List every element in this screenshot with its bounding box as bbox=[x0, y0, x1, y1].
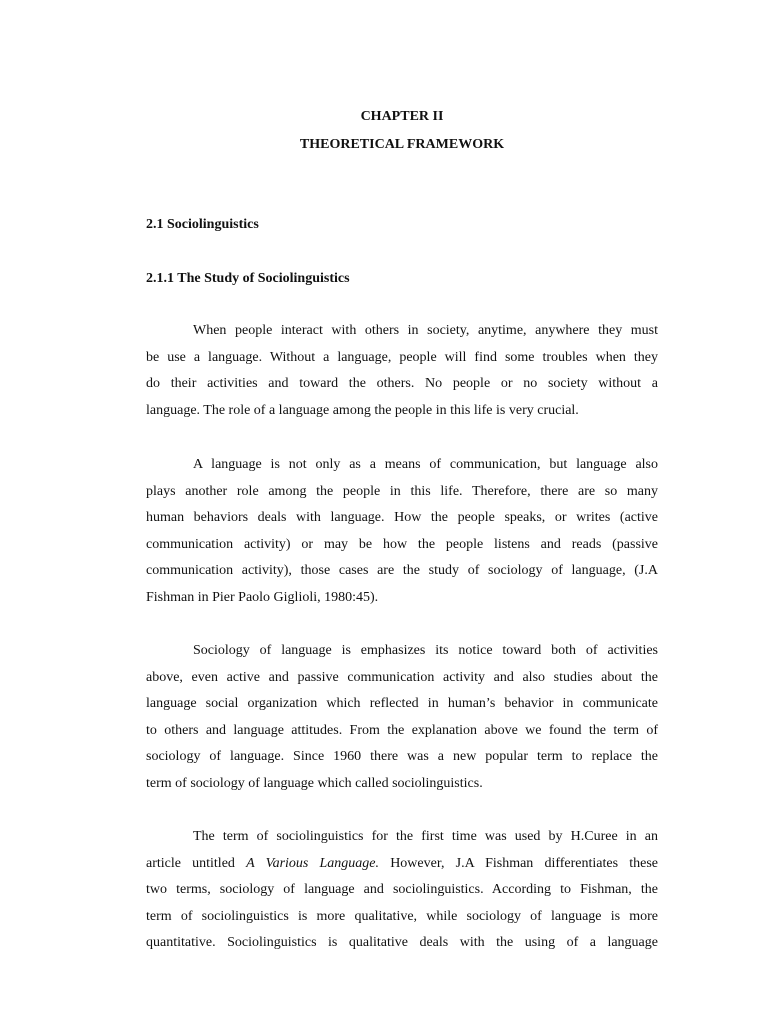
paragraph-line: term of sociolinguistics is more qualitative, while sociology of language is more bbox=[146, 908, 658, 924]
paragraph-line: language social organization which reflected in human’s behavior in communicate bbox=[146, 696, 658, 712]
paragraph-line: Fishman in Pier Paolo Giglioli, 1980:45). bbox=[146, 589, 379, 605]
paragraph-line: communication activity), those cases are the study of sociology of language, (J.A bbox=[146, 563, 658, 579]
paragraph-line: above, even active and passive communication activity and also studies about the bbox=[146, 669, 658, 685]
chapter-title: THEORETICAL FRAMEWORK bbox=[299, 137, 505, 152]
paragraph-3 bbox=[146, 638, 658, 798]
paragraph-line: human behaviors deals with language. How the people speaks, or writes (active bbox=[146, 510, 658, 526]
paragraph-line: sociology of language. Since 1960 there was a new popular term to replace the bbox=[146, 749, 658, 765]
paragraph-line: be use a language. Without a language, people will find some troubles when they bbox=[146, 349, 658, 365]
italic-title: A Various Language. bbox=[246, 855, 380, 871]
paragraph-line: When people interact with others in society, anytime, anywhere they must bbox=[193, 323, 658, 338]
paragraph-line: The term of sociolinguistics for the first time was used by H.Curee in an bbox=[193, 829, 658, 844]
paragraph-line bbox=[146, 851, 658, 878]
paragraph-line: plays another role among the people in this life. Therefore, there are so many bbox=[146, 483, 658, 499]
paragraph-4 bbox=[146, 824, 658, 957]
paragraph-line: to others and language attitudes. From the explanation above we found the term of bbox=[146, 722, 658, 738]
paragraph-line: Sociology of language is emphasizes its notice toward both of activities bbox=[193, 643, 658, 658]
paragraph-line: communication activity) or may be how the people listens and reads (passive bbox=[146, 536, 658, 552]
paragraph-line: language. The role of a language among the people in this life is very crucial. bbox=[146, 402, 579, 418]
paragraph-line: term of sociology of language which called sociolinguistics. bbox=[146, 775, 483, 791]
section-heading: 2.1 Sociolinguistics bbox=[146, 217, 259, 232]
paragraph-line: quantitative. Sociolinguistics is qualitative deals with the using of a language bbox=[146, 935, 658, 951]
paragraph-2 bbox=[146, 452, 658, 612]
line-text: However, J.A Fishman differentiates these bbox=[379, 855, 659, 871]
chapter-number: CHAPTER II bbox=[360, 109, 444, 124]
paragraph-line: do their activities and toward the others. No people or no society without a bbox=[146, 376, 658, 392]
paragraph-line: two terms, sociology of language and sociolinguistics. According to Fishman, the bbox=[146, 882, 658, 898]
paragraph-line: A language is not only as a means of communication, but language also bbox=[193, 457, 658, 472]
subsection-heading: 2.1.1 The Study of Sociolinguistics bbox=[146, 271, 350, 286]
line-text: article untitled bbox=[146, 855, 247, 871]
paragraph-1 bbox=[146, 318, 658, 424]
